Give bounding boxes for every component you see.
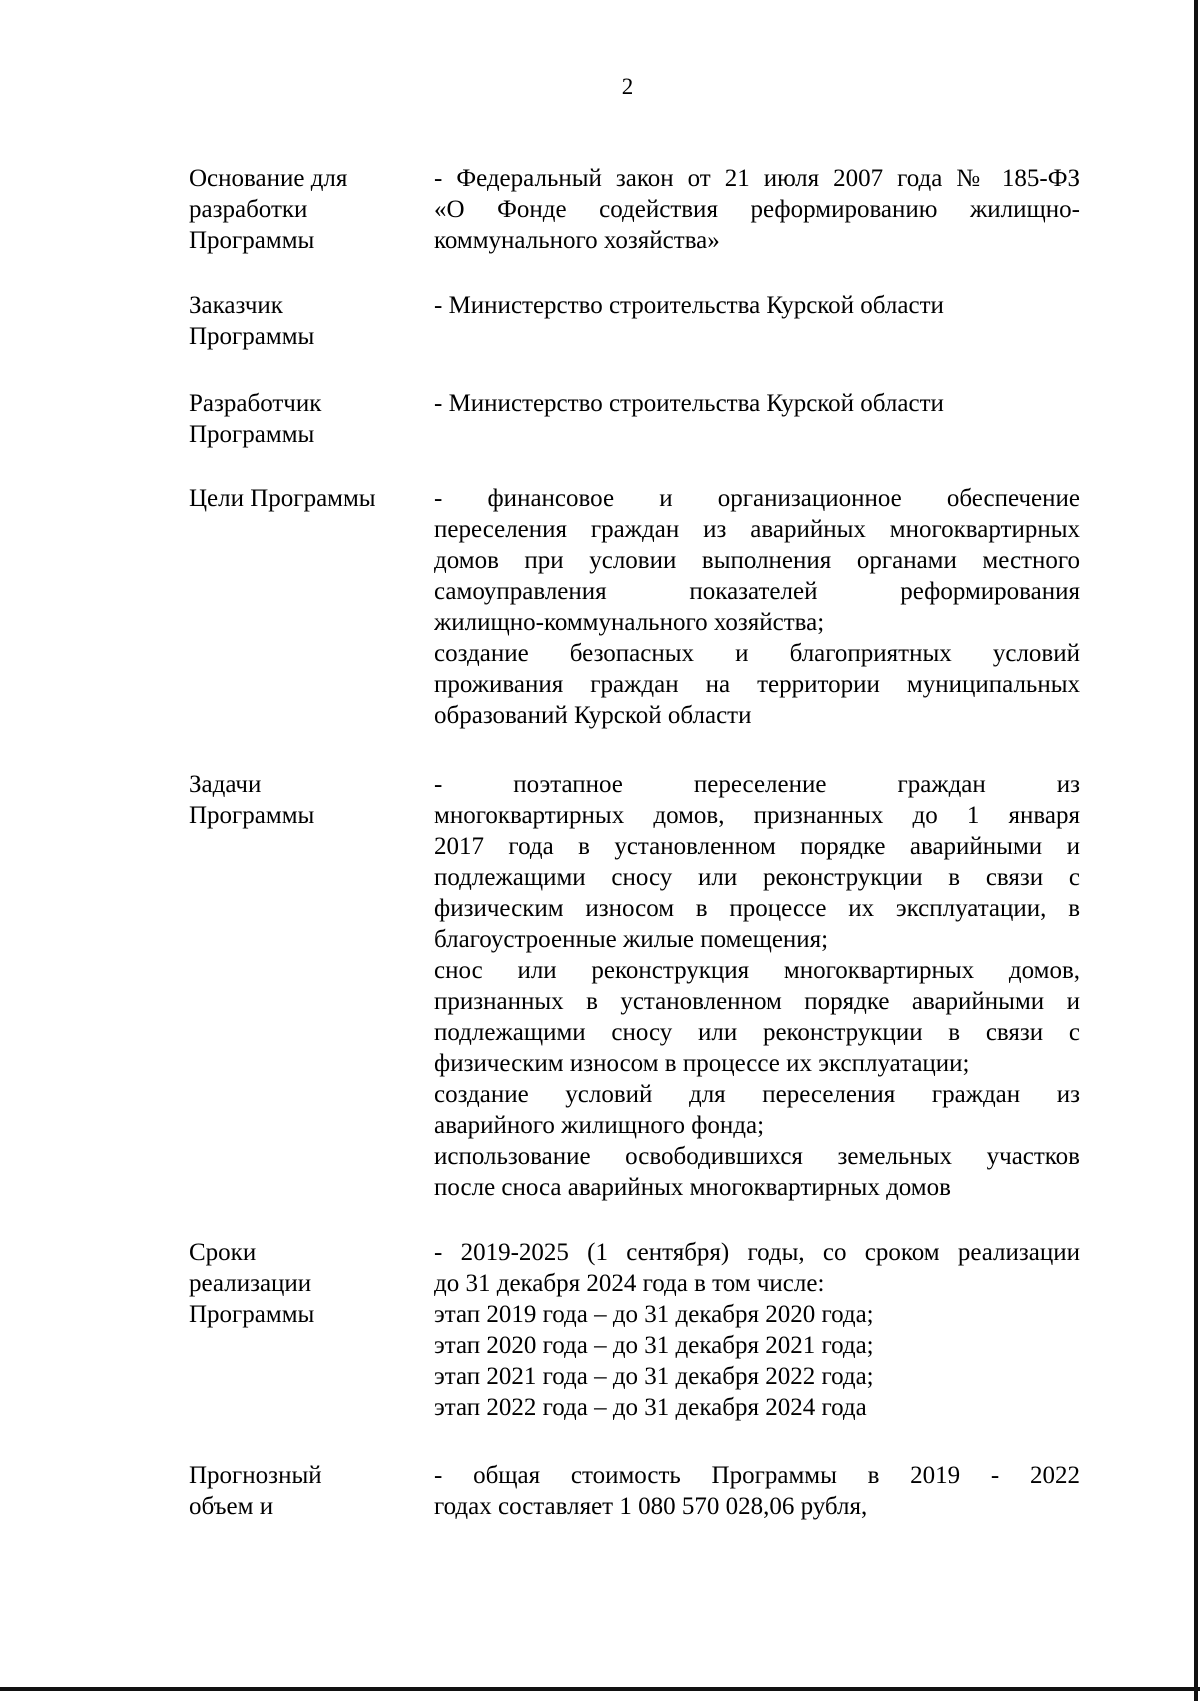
text-line: после сноса аварийных многоквартирных домов [434, 1174, 951, 1201]
row-content [434, 769, 1080, 1203]
row-label: Цели Программы [189, 485, 376, 512]
text-line: подлежащими сносу или реконструкции в связи с [434, 864, 1080, 891]
program-passport [189, 163, 1080, 1522]
text-line: физическим износом в процессе их эксплуатации; [434, 1050, 970, 1077]
row-content [434, 1237, 1080, 1423]
text-line: физическим износом в процессе их эксплуатации, в [434, 895, 1080, 922]
text-line: переселения граждан из аварийных многоквартирных [434, 516, 1080, 543]
text-line: подлежащими сносу или реконструкции в связи с [434, 1019, 1080, 1046]
text-line: проживания граждан на территории муниципальных [434, 671, 1080, 698]
row-content [434, 388, 1080, 419]
text-line: признанных в установленном порядке аварийными и [434, 988, 1080, 1015]
text-line: - Министерство строительства Курской области [434, 390, 944, 417]
passport-row-developer [189, 388, 1080, 450]
passport-row-tasks [189, 769, 1080, 1203]
text-line: коммунального хозяйства» [434, 227, 720, 254]
text-line: этап 2022 года – до 31 декабря 2024 года [434, 1394, 867, 1421]
text-line: аварийного жилищного фонда; [434, 1112, 765, 1139]
row-label: Сроки реализации Программы [189, 1239, 315, 1328]
text-line: использование освободившихся земельных участков [434, 1143, 1080, 1170]
row-label: Задачи Программы [189, 771, 315, 829]
row-content [434, 163, 1080, 256]
text-line: многоквартирных домов, признанных до 1 января [434, 802, 1080, 829]
passport-row-basis [189, 163, 1080, 256]
text-line: «О Фонде содействия реформированию жилищно- [434, 196, 1080, 223]
text-line: годах составляет 1 080 570 028,06 рубля, [434, 1493, 868, 1520]
passport-row-customer [189, 290, 1080, 352]
text-line: образований Курской области [434, 702, 752, 729]
row-content [434, 290, 1080, 321]
text-line: - Министерство строительства Курской области [434, 292, 944, 319]
text-line: - Федеральный закон от 21 июля 2007 года № 185-ФЗ [434, 165, 1080, 192]
row-label: Прогнозный объем и [189, 1462, 322, 1520]
row-label: Разработчик Программы [189, 390, 322, 448]
row-content [434, 1460, 1080, 1522]
text-line: благоустроенные жилые помещения; [434, 926, 829, 953]
page-number: 2 [621, 74, 634, 99]
text-line: этап 2020 года – до 31 декабря 2021 года; [434, 1332, 874, 1359]
scan-edge-bottom [0, 1687, 1200, 1691]
text-line: создание условий для переселения граждан из [434, 1081, 1080, 1108]
text-line: этап 2019 года – до 31 декабря 2020 года; [434, 1301, 874, 1328]
text-line: до 31 декабря 2024 года в том числе: [434, 1270, 825, 1297]
text-line: - общая стоимость Программы в 2019 - 2022 [434, 1462, 1080, 1489]
scan-edge-right [1194, 0, 1198, 1701]
text-line: 2017 года в установленном порядке аварийными и [434, 833, 1080, 860]
passport-row-forecast [189, 1460, 1080, 1522]
text-line: - 2019-2025 (1 сентября) годы, со сроком реализации [434, 1239, 1080, 1266]
text-line: самоуправления показателей реформирования [434, 578, 1080, 605]
text-line: домов при условии выполнения органами местного [434, 547, 1080, 574]
text-line: - поэтапное переселение граждан из [434, 771, 1080, 798]
passport-row-goals [189, 483, 1080, 731]
text-line: - финансовое и организационное обеспечение [434, 485, 1080, 512]
row-label: Заказчик Программы [189, 292, 315, 350]
text-line: снос или реконструкция многоквартирных домов, [434, 957, 1080, 984]
row-content [434, 483, 1080, 731]
passport-row-terms [189, 1237, 1080, 1423]
row-label: Основание для разработки Программы [189, 165, 348, 254]
text-line: этап 2021 года – до 31 декабря 2022 года; [434, 1363, 874, 1390]
text-line: жилищно-коммунального хозяйства; [434, 609, 825, 636]
text-line: создание безопасных и благоприятных условий [434, 640, 1080, 667]
